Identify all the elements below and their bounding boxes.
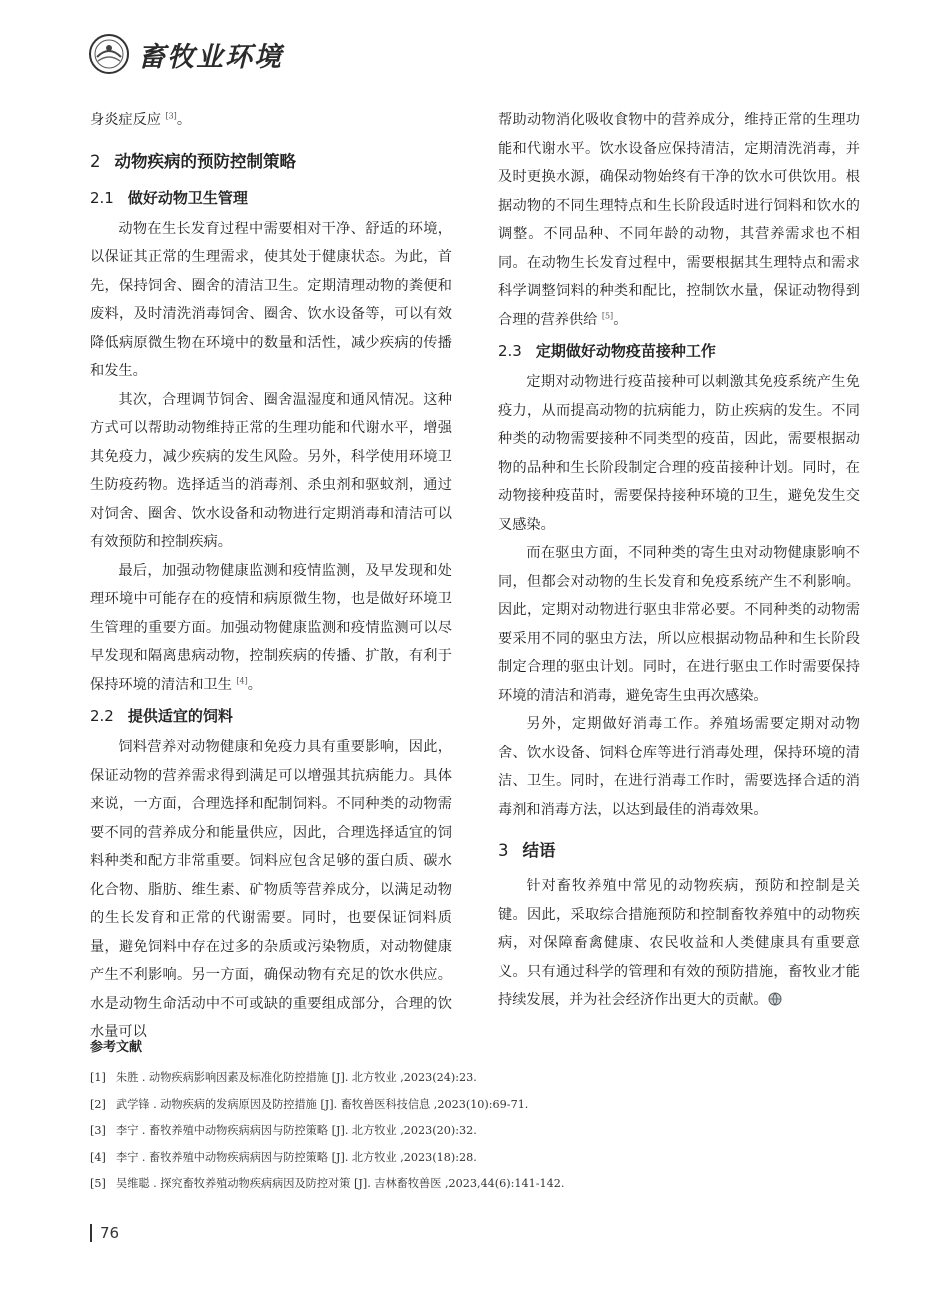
reference-item: [3] 李宁 . 畜牧养殖中动物疾病病因与防控策略 [J]. 北方牧业 ,2023(20):32.: [90, 1124, 477, 1137]
globe-end-mark-icon: [768, 992, 782, 1006]
page-number: 76: [100, 1224, 120, 1242]
paragraph: 最后，加强动物健康监测和疫情监测，及早发现和处理环境中可能存在的疫情和病原微生物，也是做好环境卫生管理的重要方面。加强动物健康监测和疫情监测可以尽早发现和隔离患病动物，控制疾病的传播、扩散，有利于保持环境的清洁和卫生 [4]。: [90, 562, 452, 693]
references-title: 参考文献: [90, 1040, 143, 1055]
paragraph: 而在驱虫方面，不同种类的寄生虫对动物健康影响不同，但都会对动物的生长发育和免疫系统产生不利影响。因此，定期对动物进行驱虫非常必要。不同种类的动物需要采用不同的驱虫方法，所以应根据动物品种和生长阶段制定合理的驱虫计划。同时，在进行驱虫工作时需要保持环境的清洁和消毒，避免寄生虫再次感染。: [498, 545, 860, 704]
subsection-heading-2-3: 2.3 定期做好动物疫苗接种工作: [498, 342, 716, 360]
paragraph: 另外，定期做好消毒工作。养殖场需要定期对动物舍、饮水设备、饲料仓库等进行消毒处理，保持环境的清洁、卫生。同时，在进行消毒工作时，需要选择合适的消毒剂和消毒方法，以达到最佳的消毒效果。: [498, 716, 860, 818]
paragraph: 针对畜牧养殖中常见的动物疾病，预防和控制是关键。因此，采取综合措施预防和控制畜牧养殖中的动物疾病，对保障畜禽健康、农民收益和人类健康具有重要意义。只有通过科学的管理和有效的预防措施，畜牧业才能持续发展，并为社会经济作出更大的贡献。: [498, 878, 860, 1008]
section-heading-2: 2 动物疾病的预防控制策略: [90, 151, 296, 171]
citation-ref[interactable]: [4]: [236, 675, 248, 685]
reference-item: [4] 李宁 . 畜牧养殖中动物疾病病因与防控策略 [J]. 北方牧业 ,2023(18):28.: [90, 1150, 477, 1164]
reference-item: [5] 吴维聪 . 探究畜牧养殖动物疾病病因及防控对策 [J]. 吉林畜牧兽医 ,2023,44(6):141-142.: [90, 1177, 565, 1190]
paragraph: 其次，合理调节饲舍、圈舍温湿度和通风情况。这种方式可以帮助动物维持正常的生理功能和代谢水平，增强其免疫力，减少疾病的发生风险。另外，科学使用环境卫生防疫药物。选择适当的消毒剂、杀虫剂和驱蚊剂，通过对饲舍、圈舍、饮水设备和动物进行定期消毒和清洁可以有效预防和控制疾病。: [90, 391, 452, 550]
page-footer: [90, 1224, 119, 1242]
left-column: [90, 106, 452, 1047]
citation-ref[interactable]: [3]: [165, 111, 177, 121]
journal-header: [88, 32, 283, 76]
paragraph: 定期对动物进行疫苗接种可以刺激其免疫系统产生免疫力，从而提高动物的抗病能力，防止疾病的发生。不同种类的动物需要接种不同类型的疫苗，因此，需要根据动物的品种和生长阶段制定合理的疫苗接种计划。同时，在动物接种疫苗时，需要保持接种环境的卫生，避免发生交叉感染。: [498, 374, 860, 533]
references-section: [90, 1037, 870, 1198]
reference-item: [1] 朱胜 . 动物疾病影响因素及标准化防控措施 [J]. 北方牧业 ,2023(24):23.: [90, 1071, 477, 1084]
paragraph: 饲料营养对动物健康和免疫力具有重要影响，因此，保证动物的营养需求得到满足可以增强其抗病能力。具体来说，一方面，合理选择和配制饲料。不同种类的动物需要不同的营养成分和能量供应，因此，合理选择适宜的饲料种类和配方非常重要。饲料应包含足够的蛋白质、碳水化合物、脂肪、维生素、矿物质等营养成分，以满足动物的生长发育和正常的代谢需要。同时，也要保证饲料质量，避免饲料中存在过多的杂质或污染物质，对动物健康产生不利影响。另一方面，确保动物有充足的饮水供应。水是动物生命活动中不可或缺的重要组成部分，合理的饮水量可以: [90, 739, 452, 1040]
journal-seal-icon: [88, 33, 130, 75]
journal-name: 畜牧业环境: [138, 41, 283, 73]
right-column: [498, 106, 860, 1015]
subsection-heading-2-2: 2.2 提供适宜的饲料: [90, 707, 233, 725]
paragraph-continued: 帮助动物消化吸收食物中的营养成分，维持正常的生理功能和代谢水平。饮水设备应保持清洁，定期清洗消毒，并及时更换水源，确保动物始终有干净的饮水可供饮用。根据动物的不同生理特点和生长阶段适时进行饲料和饮水的调整。不同品种、不同年龄的动物，其营养需求也不相同。在动物生长发育过程中，需要根据其生理特点和需求科学调整饲料的种类和配比，控制饮水量，保证动物得到合理的营养供给 [5]。: [498, 112, 860, 328]
citation-ref[interactable]: [5]: [601, 310, 614, 320]
paragraph-continued: 身炎症反应 [3]。: [90, 111, 192, 128]
reference-item: [2] 武学锋 . 动物疾病的发病原因及防控措施 [J]. 畜牧兽医科技信息 ,2023(10):69-71.: [90, 1097, 529, 1111]
section-heading-3: 3 结语: [498, 841, 556, 860]
footer-divider: [90, 1224, 92, 1242]
subsection-heading-2-1: 2.1 做好动物卫生管理: [90, 188, 248, 207]
paragraph: 动物在生长发育过程中需要相对干净、舒适的环境，以保证其正常的生理需求，使其处于健康状态。为此，首先，保持饲舍、圈舍的清洁卫生。定期清理动物的粪便和废料，及时清洗消毒饲舍、圈舍、饮水设备等，可以有效降低病原微生物在环境中的数量和活性，减少疾病的传播和发生。: [90, 220, 452, 379]
